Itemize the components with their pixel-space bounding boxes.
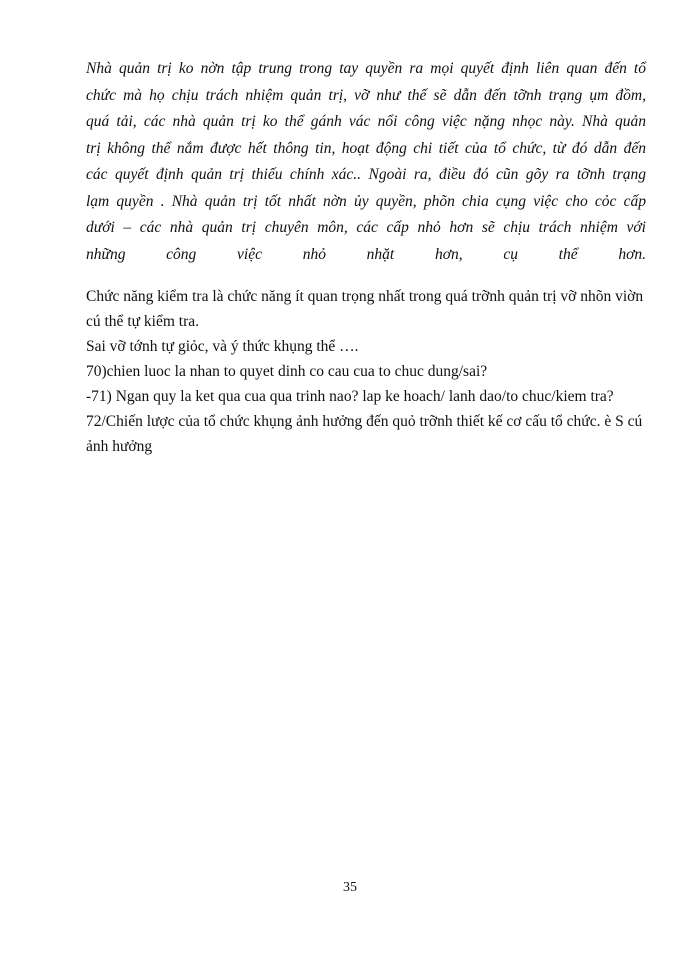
italic-line: các quyết định quản trị thiếu chính xác.. Ngoài ra, điều đó cũn gõy ra tỡnh trạng [86,166,646,183]
page-number: 35 [343,880,357,895]
italic-line: những công việc nhỏ nhặt hơn, cụ thể hơn. [86,245,646,263]
italic-line: chức mà họ chịu trách nhiệm quản trị, vỡ như thế sẽ dẫn đến tỡnh trạng ụm đồm, [86,86,646,104]
body-paragraphs [86,284,646,459]
paragraph-question-71: -71) Ngan quy la ket qua cua qua trinh nao? lap ke hoach/ lanh dao/to chuc/kiem tra? [86,388,614,405]
paragraph-answer-false: Sai vỡ tớnh tự giỏc, và ý thức khụng thể …. [86,338,359,355]
paragraph-question-70: 70)chien luoc la nhan to quyet dinh co cau cua to chuc dung/sai? [86,363,488,380]
italic-paragraph [86,56,646,268]
italic-line: quá tải, các nhà quản trị ko thể gánh vác nổi công việc nặng nhọc này. Nhà quản [86,113,646,130]
paragraph-control-function: Chức năng kiểm tra là chức năng ít quan trọng nhất trong quá trỡnh quản trị vỡ nhõn viờn cú thể tự kiểm tra. [86,288,644,330]
italic-line: Nhà quản trị ko nờn tập trung trong tay quyền ra mọi quyết định liên quan đến tổ [86,60,646,77]
italic-line: lạm quyền . Nhà quản trị tốt nhất nờn ủy quyền, phõn chia cụng việc cho cỏc cấp [86,192,646,210]
italic-line: trị không thể nắm được hết thông tin, hoạt động chi tiết của tổ chức, từ đó dẫn đến [86,139,646,157]
italic-line: dưới – các nhà quản trị chuyên môn, các cấp nhỏ hơn sẽ chịu trách nhiệm với [86,219,646,236]
paragraph-question-72: 72/Chiến lược của tổ chức khụng ảnh hưởng đến quỏ trỡnh thiết kế cơ cấu tổ chức. è S cú ảnh hưởng [86,413,643,455]
